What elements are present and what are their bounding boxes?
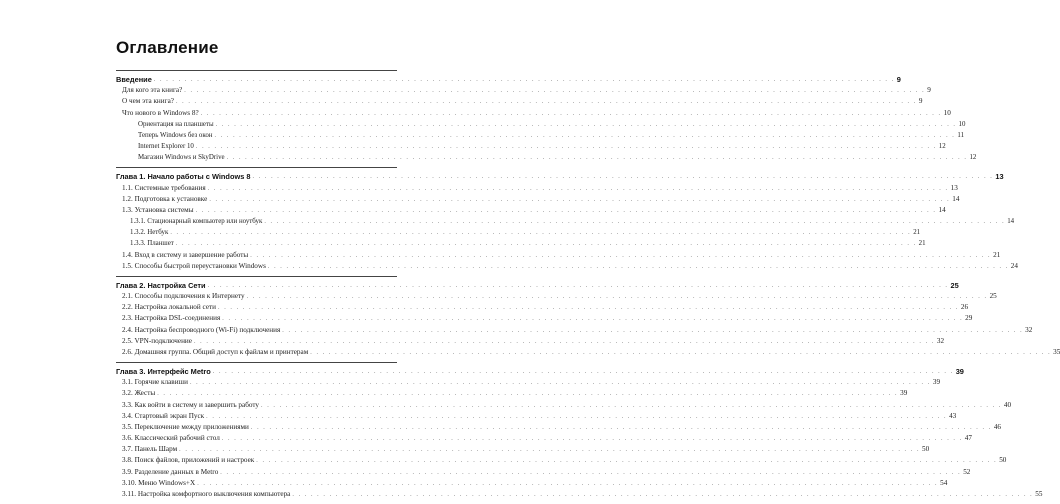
- dot-leader: . . . . . . . . . . . . . . . . . . . . . . . . . . . . . . . . . . . . . . . . . . . . . . . . . . . . . . . . . . . . . . . . . . . . . . . . . . . . . . . . . . . . . . . . . . . . . . . . . . . . . . . . . . . . . . . . . . . . . . . .: [222, 316, 964, 323]
- toc-entry[interactable]: [116, 182, 958, 193]
- toc-page-number: 40: [1003, 400, 1012, 409]
- toc-entry[interactable]: [116, 261, 1018, 272]
- toc-page-number: 10: [958, 120, 966, 128]
- toc-entry-title: 3.5. Переключение между приложениями: [122, 422, 249, 431]
- dot-leader: . . . . . . . . . . . . . . . . . . . . . . . . . . . . . . . . . . . . . . . . . . . . . . . . . . . . . . . . . . . . . . . . . . . . . . . . . . . . . . . . . . . . . . . . . . . . . . . . . . . . . . . . . . . . . . . . . . . . . . . .: [209, 196, 951, 203]
- toc-chapter-heading[interactable]: [116, 73, 901, 85]
- toc-page-number: 9: [918, 97, 923, 106]
- toc-page-number: 11: [957, 131, 965, 139]
- dot-leader: . . . . . . . . . . . . . . . . . . . . . . . . . . . . . . . . . . . . . . . . . . . . . . . . . . . . . . . . . . . . . . . . . . . . . . . . . . . . . . . . . . . . . . . . . . . . . . . . . . . . . . . . . . . . . . . . . . . . . . . .: [264, 219, 1006, 226]
- dot-leader: . . . . . . . . . . . . . . . . . . . . . . . . . . . . . . . . . . . . . . . . . . . . . . . . . . . . . . . . . . . . . . . . . . . . . . . . . . . . . . . . . . . . . . . . . . . . . . . . . . . . . . . . . . . . . . . . . . . . . . . .: [218, 305, 959, 312]
- toc-page-number: 14: [952, 194, 960, 203]
- toc-page-number: 14: [1007, 218, 1015, 226]
- toc-entry[interactable]: [116, 249, 1001, 260]
- toc-section: [116, 362, 1043, 500]
- dot-leader: . . . . . . . . . . . . . . . . . . . . . . . . . . . . . . . . . . . . . . . . . . . . . . . . . . . . . . . . . . . . . . . . . . . . . . . . . . . . . . . . . . . . . . . . . . . . . . . . . . . . . . . . . . . . . . . . . . . . . . . .: [246, 294, 988, 300]
- toc-entry-title: 2.1. Способы подключения к Интернету: [122, 292, 245, 300]
- toc-page-number: 47: [964, 434, 972, 443]
- dot-leader: . . . . . . . . . . . . . . . . . . . . . . . . . . . . . . . . . . . . . . . . . . . . . . . . . . . . . . . . . . . . . . . . . . . . . . . . . . . . . . . . . . . . . . . . . . . . . . . . . . . . . . . . . . . . . . . . . . . . . . . .: [153, 77, 895, 83]
- dot-leader: . . . . . . . . . . . . . . . . . . . . . . . . . . . . . . . . . . . . . . . . . . . . . . . . . . . . . . . . . . . . . . . . . . . . . . . . . . . . . . . . . . . . . . . . . . . . . . . . . . . . . . . . . . . . . . . . . . . . . . . .: [184, 88, 926, 95]
- dot-leader: . . . . . . . . . . . . . . . . . . . . . . . . . . . . . . . . . . . . . . . . . . . . . . . . . . . . . . . . . . . . . . . . . . . . . . . . . . . . . . . . . . . . . . . . . . . . . . . . . . . . . . . . . . . . . . . . . . . . . . . .: [189, 380, 931, 387]
- toc-page-number: 13: [995, 172, 1004, 182]
- dot-leader: . . . . . . . . . . . . . . . . . . . . . . . . . . . . . . . . . . . . . . . . . . . . . . . . . . . . . . . . . . . . . . . . . . . . . . . . . . . . . . . . . . . . . . . . . . . . . . . . . . . . . . . . . . . . . . . . . . . . . . . .: [175, 241, 917, 248]
- toc-page-number: 24: [1010, 261, 1018, 270]
- toc-page-number: 9: [927, 86, 931, 95]
- toc-entry-title: 3.8. Поиск файлов, приложений и настроек: [122, 456, 255, 465]
- toc-section: [116, 70, 977, 163]
- toc-page-number: 39: [932, 378, 941, 387]
- toc-section: [116, 276, 1060, 358]
- toc-page-number: 21: [913, 229, 921, 237]
- toc-entry-title: Ориентация на планшеты: [138, 120, 214, 128]
- toc-entry-title: Глава 3. Интерфейс Metro: [116, 366, 211, 376]
- toc-entry[interactable]: [116, 227, 921, 238]
- toc-entry-title: Internet Explorer 10: [138, 143, 194, 151]
- toc-entry[interactable]: [116, 152, 977, 163]
- toc-entry-title: Глава 2. Настройка Сети: [116, 280, 206, 290]
- dot-leader: . . . . . . . . . . . . . . . . . . . . . . . . . . . . . . . . . . . . . . . . . . . . . . . . . . . . . . . . . . . . . . . . . . . . . . . . . . . . . . . . . . . . . . . . . . . . . . . . . . . . . . . . . . . . . . . . . . . . . . . .: [310, 349, 1052, 356]
- toc-entry-title: 3.7. Панель Шарм: [122, 445, 178, 454]
- dot-leader: . . . . . . . . . . . . . . . . . . . . . . . . . . . . . . . . . . . . . . . . . . . . . . . . . . . . . . . . . . . . . . . . . . . . . . . . . . . . . . . . . . . . . . . . . . . . . . . . . . . . . . . . . . . . . . . . . . . . . . . .: [206, 413, 948, 420]
- dot-leader: . . . . . . . . . . . . . . . . . . . . . . . . . . . . . . . . . . . . . . . . . . . . . . . . . . . . . . . . . . . . . . . . . . . . . . . . . . . . . . . . . . . . . . . . . . . . . . . . . . . . . . . . . . . . . . . . . . . . . . . .: [221, 436, 963, 443]
- toc-entry-title: Магазин Windows и SkyDrive: [138, 154, 225, 162]
- toc-entry[interactable]: [116, 194, 960, 205]
- toc-entry[interactable]: [116, 85, 931, 96]
- dot-leader: . . . . . . . . . . . . . . . . . . . . . . . . . . . . . . . . . . . . . . . . . . . . . . . . . . . . . . . . . . . . . . . . . . . . . . . . . . . . . . . . . . . . . . . . . . . . . . . . . . . . . . . . . . . . . . . . . . . . . . . .: [220, 469, 962, 476]
- toc-page-number: 55: [1035, 490, 1043, 498]
- toc-entry[interactable]: [116, 141, 946, 152]
- toc-section: [116, 167, 1018, 272]
- toc-entry-title: 2.6. Домашняя группа. Общий доступ к файлам и принтерам: [122, 347, 309, 356]
- toc-entry-title: 3.6. Классический рабочий стол: [122, 434, 220, 443]
- toc-entry[interactable]: [116, 388, 908, 399]
- toc-chapter-heading[interactable]: [116, 170, 1004, 182]
- page-title: Оглавление: [116, 38, 219, 57]
- dot-leader: . . . . . . . . . . . . . . . . . . . . . . . . . . . . . . . . . . . . . . . . . . . . . . . . . . . . . . . . . . . . . . . . . . . . . . . . . . . . . . . . . . . . . . . . . . . . . . . . . . . . . . . . . . . . . . . . . . . . . . . .: [252, 174, 994, 181]
- toc-page-number: 14: [938, 205, 946, 214]
- toc-page-number: 54: [940, 478, 948, 487]
- toc-page-number: 25: [950, 280, 959, 290]
- toc-page-number: 13: [950, 183, 958, 192]
- toc-page-number: 10: [943, 108, 951, 117]
- dot-leader: . . . . . . . . . . . . . . . . . . . . . . . . . . . . . . . . . . . . . . . . . . . . . . . . . . . . . . . . . . . . . . . . . . . . . . . . . . . . . . . . . . . . . . . . . . . . . . . . . . . . . . . . . . . . . . . . . . . . . . . .: [282, 327, 1024, 334]
- toc-entry-title: 1.3.3. Планшет: [130, 240, 174, 248]
- toc-entry-title: 3.1. Горячие клавиши: [122, 378, 188, 387]
- toc-entry-title: 2.4. Настройка беспроводного (Wi-Fi) подключения: [122, 325, 281, 334]
- toc-entry-title: 1.1. Системные требования: [122, 183, 206, 192]
- dot-leader: . . . . . . . . . . . . . . . . . . . . . . . . . . . . . . . . . . . . . . . . . . . . . . . . . . . . . . . . . . . . . . . . . . . . . . . . . . . . . . . . . . . . . . . . . . . . . . . . . . . . . . . . . . . . . . . . . . . . . . . .: [179, 447, 921, 454]
- toc-entry[interactable]: [116, 336, 945, 347]
- dot-leader: . . . . . . . . . . . . . . . . . . . . . . . . . . . . . . . . . . . . . . . . . . . . . . . . . . . . . . . . . . . . . . . . . . . . . . . . . . . . . . . . . . . . . . . . . . . . . . . . . . . . . . . . . . . . . . . . . . . . . . . .: [250, 424, 992, 431]
- toc-entry[interactable]: [116, 444, 930, 455]
- dot-leader: . . . . . . . . . . . . . . . . . . . . . . . . . . . . . . . . . . . . . . . . . . . . . . . . . . . . . . . . . . . . . . . . . . . . . . . . . . . . . . . . . . . . . . . . . . . . . . . . . . . . . . . . . . . . . . . . . . . . . . . .: [197, 480, 939, 487]
- toc-entry-title: О чем эта книга?: [122, 97, 174, 106]
- toc-entry-title: 1.4. Вход в систему и завершение работы: [122, 250, 249, 259]
- dot-leader: . . . . . . . . . . . . . . . . . . . . . . . . . . . . . . . . . . . . . . . . . . . . . . . . . . . . . . . . . . . . . . . . . . . . . . . . . . . . . . . . . . . . . . . . . . . . . . . . . . . . . . . . . . . . . . . . . . . . . . . .: [256, 458, 998, 465]
- toc-entry[interactable]: [116, 130, 965, 141]
- toc-entry[interactable]: [116, 433, 972, 444]
- toc-entry[interactable]: [116, 478, 948, 489]
- toc-entry[interactable]: [116, 489, 1043, 500]
- dot-leader: . . . . . . . . . . . . . . . . . . . . . . . . . . . . . . . . . . . . . . . . . . . . . . . . . . . . . . . . . . . . . . . . . . . . . . . . . . . . . . . . . . . . . . . . . . . . . . . . . . . . . . . . . . . . . . . . . . . . . . . .: [193, 338, 935, 345]
- toc-entry-title: Введение: [116, 75, 152, 84]
- toc-entry-title: Теперь Windows без окон: [138, 131, 213, 139]
- dot-leader: . . . . . . . . . . . . . . . . . . . . . . . . . . . . . . . . . . . . . . . . . . . . . . . . . . . . . . . . . . . . . . . . . . . . . . . . . . . . . . . . . . . . . . . . . . . . . . . . . . . . . . . . . . . . . . . . . . . . . . . .: [170, 230, 912, 237]
- toc-entry-title: 2.3. Настройка DSL-соединения: [122, 314, 221, 323]
- dot-leader: . . . . . . . . . . . . . . . . . . . . . . . . . . . . . . . . . . . . . . . . . . . . . . . . . . . . . . . . . . . . . . . . . . . . . . . . . . . . . . . . . . . . . . . . . . . . . . . . . . . . . . . . . . . . . . . . . . . . . . . .: [267, 263, 1009, 270]
- toc-page-number: 12: [938, 143, 946, 151]
- table-of-contents: [116, 70, 1060, 504]
- toc-page-number: 43: [949, 411, 957, 420]
- toc-page-number: 46: [993, 422, 1001, 431]
- toc-entry-title: Что нового в Windows 8?: [122, 108, 199, 117]
- dot-leader: . . . . . . . . . . . . . . . . . . . . . . . . . . . . . . . . . . . . . . . . . . . . . . . . . . . . . . . . . . . . . . . . . . . . . . . . . . . . . . . . . . . . . . . . . . . . . . . . . . . . . . . . . . . . . . . . . . . . . . . .: [212, 368, 954, 375]
- toc-entry[interactable]: [116, 422, 1001, 433]
- toc-entry-title: 2.2. Настройка локальной сети: [122, 303, 217, 312]
- toc-entry[interactable]: [116, 399, 1012, 410]
- toc-entry[interactable]: [116, 313, 973, 324]
- toc-page-number: 12: [969, 154, 977, 162]
- dot-leader: . . . . . . . . . . . . . . . . . . . . . . . . . . . . . . . . . . . . . . . . . . . . . . . . . . . . . . . . . . . . . . . . . . . . . . . . . . . . . . . . . . . . . . . . . . . . . . . . . . . . . . . . . . . . . . . . . . . . . . . .: [195, 207, 937, 214]
- toc-entry[interactable]: [116, 96, 923, 107]
- toc-entry-title: 2.5. VPN-подключение: [122, 336, 192, 345]
- toc-page-number: 39: [955, 366, 964, 376]
- toc-page-number: 9: [896, 75, 901, 84]
- dot-leader: . . . . . . . . . . . . . . . . . . . . . . . . . . . . . . . . . . . . . . . . . . . . . . . . . . . . . . . . . . . . . . . . . . . . . . . . . . . . . . . . . . . . . . . . . . . . . . . . . . . . . . . . . . . . . . . . . . . . . . . .: [261, 402, 1002, 409]
- dot-leader: . . . . . . . . . . . . . . . . . . . . . . . . . . . . . . . . . . . . . . . . . . . . . . . . . . . . . . . . . . . . . . . . . . . . . . . . . . . . . . . . . . . . . . . . . . . . . . . . . . . . . . . . . . . . . . . . . . . . . . . .: [157, 391, 899, 398]
- toc-page-number: 21: [993, 250, 1001, 259]
- toc-entry[interactable]: [116, 302, 969, 313]
- dot-leader: . . . . . . . . . . . . . . . . . . . . . . . . . . . . . . . . . . . . . . . . . . . . . . . . . . . . . . . . . . . . . . . . . . . . . . . . . . . . . . . . . . . . . . . . . . . . . . . . . . . . . . . . . . . . . . . . . . . . . . . .: [195, 144, 937, 151]
- toc-entry-title: 1.3.1. Стационарный компьютер или ноутбук: [130, 218, 263, 226]
- toc-page-number: 50: [999, 456, 1007, 465]
- toc-entry-title: 3.4. Стартовый экран Пуск: [122, 411, 205, 420]
- toc-entry-title: 3.2. Жесты: [122, 389, 156, 398]
- toc-entry[interactable]: [116, 205, 946, 216]
- toc-entry[interactable]: [116, 238, 926, 249]
- toc-entry[interactable]: [116, 119, 966, 130]
- toc-chapter-heading[interactable]: [116, 279, 959, 291]
- dot-leader: . . . . . . . . . . . . . . . . . . . . . . . . . . . . . . . . . . . . . . . . . . . . . . . . . . . . . . . . . . . . . . . . . . . . . . . . . . . . . . . . . . . . . . . . . . . . . . . . . . . . . . . . . . . . . . . . . . . . . . . .: [207, 185, 949, 192]
- toc-page-number: 35: [1053, 347, 1060, 356]
- toc-entry-title: 3.11. Настройка комфортного выключения компьютера: [122, 490, 291, 498]
- dot-leader: . . . . . . . . . . . . . . . . . . . . . . . . . . . . . . . . . . . . . . . . . . . . . . . . . . . . . . . . . . . . . . . . . . . . . . . . . . . . . . . . . . . . . . . . . . . . . . . . . . . . . . . . . . . . . . . . . . . . . . . .: [214, 132, 956, 139]
- toc-entry[interactable]: [116, 466, 971, 477]
- toc-page-number: 32: [1025, 325, 1033, 334]
- toc-chapter-heading[interactable]: [116, 365, 964, 377]
- toc-entry-title: Глава 1. Начало работы с Windows 8: [116, 172, 251, 182]
- toc-entry-title: Для кого эта книга?: [122, 86, 183, 95]
- dot-leader: . . . . . . . . . . . . . . . . . . . . . . . . . . . . . . . . . . . . . . . . . . . . . . . . . . . . . . . . . . . . . . . . . . . . . . . . . . . . . . . . . . . . . . . . . . . . . . . . . . . . . . . . . . . . . . . . . . . . . . . .: [250, 252, 992, 259]
- dot-leader: . . . . . . . . . . . . . . . . . . . . . . . . . . . . . . . . . . . . . . . . . . . . . . . . . . . . . . . . . . . . . . . . . . . . . . . . . . . . . . . . . . . . . . . . . . . . . . . . . . . . . . . . . . . . . . . . . . . . . . . .: [226, 155, 968, 162]
- toc-entry-title: 1.3. Установка системы: [122, 205, 194, 214]
- toc-page-number: 39: [900, 389, 908, 398]
- toc-page-number: 21: [918, 240, 926, 248]
- toc-entry[interactable]: [116, 107, 951, 118]
- toc-entry[interactable]: [116, 455, 1007, 466]
- toc-entry-title: 1.3.2. Нетбук: [130, 229, 169, 237]
- toc-entry[interactable]: [116, 324, 1033, 335]
- toc-entry[interactable]: [116, 347, 1060, 358]
- toc-entry-title: 3.3. Как войти в систему и завершить работу: [122, 400, 259, 409]
- toc-page-number: 26: [960, 303, 969, 312]
- dot-leader: . . . . . . . . . . . . . . . . . . . . . . . . . . . . . . . . . . . . . . . . . . . . . . . . . . . . . . . . . . . . . . . . . . . . . . . . . . . . . . . . . . . . . . . . . . . . . . . . . . . . . . . . . . . . . . . . . . . . . . . .: [207, 282, 949, 289]
- toc-entry-title: 3.10. Меню Windows+X: [122, 478, 196, 487]
- toc-page-number: 52: [963, 467, 971, 476]
- toc-entry-title: 1.5. Способы быстрой переустановки Windows: [122, 261, 266, 270]
- dot-leader: . . . . . . . . . . . . . . . . . . . . . . . . . . . . . . . . . . . . . . . . . . . . . . . . . . . . . . . . . . . . . . . . . . . . . . . . . . . . . . . . . . . . . . . . . . . . . . . . . . . . . . . . . . . . . . . . . . . . . . . .: [215, 121, 957, 128]
- toc-page-number: 29: [965, 314, 973, 323]
- toc-page-number: 50: [922, 445, 930, 454]
- dot-leader: . . . . . . . . . . . . . . . . . . . . . . . . . . . . . . . . . . . . . . . . . . . . . . . . . . . . . . . . . . . . . . . . . . . . . . . . . . . . . . . . . . . . . . . . . . . . . . . . . . . . . . . . . . . . . . . . . . . . . . . .: [292, 492, 1034, 498]
- toc-page-number: 32: [936, 336, 945, 345]
- toc-entry-title: 3.9. Разделение данных в Metro: [122, 467, 219, 476]
- toc-entry-title: 1.2. Подготовка к установке: [122, 194, 208, 203]
- toc-page-number: 25: [989, 292, 997, 300]
- toc-entry[interactable]: [116, 377, 941, 388]
- dot-leader: . . . . . . . . . . . . . . . . . . . . . . . . . . . . . . . . . . . . . . . . . . . . . . . . . . . . . . . . . . . . . . . . . . . . . . . . . . . . . . . . . . . . . . . . . . . . . . . . . . . . . . . . . . . . . . . . . . . . . . . .: [200, 110, 942, 117]
- toc-entry[interactable]: [116, 411, 957, 422]
- dot-leader: . . . . . . . . . . . . . . . . . . . . . . . . . . . . . . . . . . . . . . . . . . . . . . . . . . . . . . . . . . . . . . . . . . . . . . . . . . . . . . . . . . . . . . . . . . . . . . . . . . . . . . . . . . . . . . . . . . . . . . . .: [175, 99, 917, 106]
- toc-entry[interactable]: [116, 291, 997, 302]
- toc-entry[interactable]: [116, 216, 1015, 227]
